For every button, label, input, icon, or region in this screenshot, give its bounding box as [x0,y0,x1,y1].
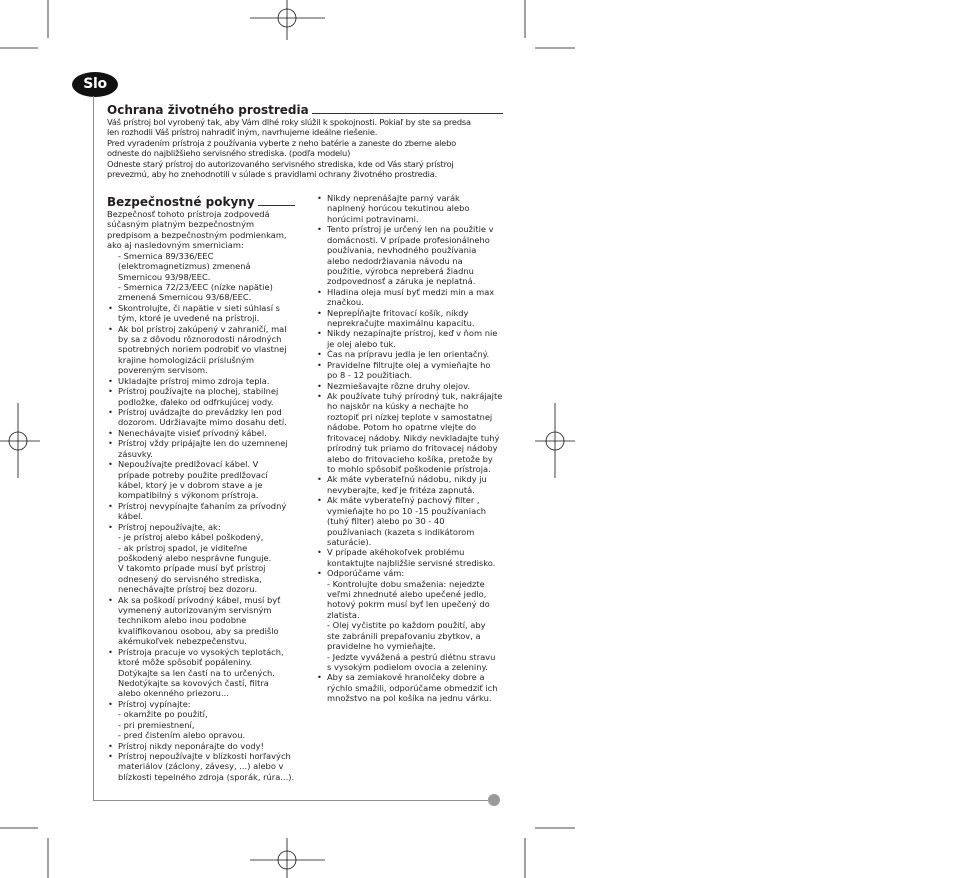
text-line: Prístroj vypínajte: [118,698,191,709]
text-line: Ak sa poškodí prívodný kábel, musí byť [118,594,281,605]
bullet-item [316,328,508,349]
text-line: Neprepĺňajte fritovací košík, nikdy [327,307,469,318]
text-line: akémukoľvek nebezpečenstvu. [118,636,247,647]
text-line: Prístroja pracuje vo vysokých teplotách, [118,646,284,657]
bullet-symbol: • [317,391,322,402]
text-line: V takomto prípade musí byť prístroj [118,563,266,574]
bullet-symbol: • [108,386,113,397]
registration-mark-left [0,403,40,478]
text-line: ktoré môže spôsobiť popáleniny. [118,657,253,668]
text-line: Ak bol prístroj zakúpený v zahraničí, mal [118,323,287,334]
text-line: len rozhodli Váš prístroj nahradiť iným, navrhujeme ideálne riešenie. [107,127,378,138]
text-line: súčasným platným bezpečnostným [107,219,255,230]
text-line: alebo nedodržiavania návodu na [327,255,463,266]
safety-heading [107,195,295,209]
text-line: povereným servisom. [118,365,208,376]
text-line: predpisom a bezpečnostným podmienkam, [107,229,287,240]
bullet-symbol: • [108,302,113,313]
text-line: Prístroj nepoužívajte, ak: [118,521,221,532]
text-line: Prístroj nevypínajte ťahaním za prívodný [118,500,287,511]
bullet-item [107,595,299,647]
registration-circle [278,9,296,27]
text-line: Ak máte vyberateľný pachový filter , [327,495,480,506]
text-line: kvalifikovanou osobou, aby sa predišlo [118,625,279,636]
bullet-symbol: • [108,427,113,438]
text-line: odnesený do servisného strediska, [118,573,262,584]
text-line: - Jedzte vyvážená a pestrú diétnu stravu [327,651,496,662]
bullet-item [107,699,299,741]
language-badge: Slo [72,72,118,97]
bullet-item [107,438,299,459]
text-line: alebo do fritovacieho košíka, pretože by [327,453,493,464]
text-line: Skontrolujte, či napätie v sieti súhlasí s [118,302,280,313]
text-line: Odneste starý prístroj do autorizovaného servisného strediska, kde od Vás starý prístroj [107,158,454,169]
text-line: - Smernica 72/23/EEC (nízke napätie) [118,281,273,292]
text-line: zodpovednosť a záruka je neplatná. [327,276,476,287]
text-line: je olej alebo tuk. [327,338,396,349]
text-line: domácnosti. V prípade profesionálneho [327,234,490,245]
text-line: prírodný tuk priamo do fritovacej nádoby [327,443,498,454]
bullet-symbol: • [108,594,113,605]
text-line: Nepoužívajte predlžovací kábel. V [118,459,259,470]
bullet-item [316,224,508,287]
bullet-item [107,428,299,438]
text-line: Prístroj uvádzajte do prevádzky len pod [118,407,282,418]
text-line: technikom alebo inou podobne [118,615,247,626]
text-line: roztopiť pri nízkej teplote v samostatnej [327,411,493,422]
text-line: (tuhý filter) alebo po 30 - 40 [327,516,445,527]
text-line: V prípade akéhokoľvek problému [327,547,465,558]
bullet-item [316,547,508,568]
bullet-item [316,308,508,329]
text-line: Prístroj používajte na plochej, stabilnej [118,386,279,397]
bullet-symbol: • [108,740,113,751]
registration-circle [9,432,27,450]
bullet-symbol: • [108,407,113,418]
text-line: Ak používate tuhý prírodný tuk, nakrájajte [327,391,503,402]
crop-mark-top-left [0,0,48,48]
text-line: spotrebných noriem podrobiť vo vlastnej [118,344,287,355]
text-line: Smernicou 93/98/EEC. [118,271,211,282]
environment-title: Ochrana životného prostredia [107,103,309,117]
text-line: prevezmú, aby ho znehodnotili v súlade s pravidlami ochrany životného prostredia. [107,169,438,180]
text-line: veľmi zhnednuté alebo upečené jedlo, [327,589,487,600]
text-line: Ukladajte prístroj mimo zdroja tepla. [118,375,270,386]
bullet-item [107,407,299,428]
bullet-item [107,751,299,782]
text-line: by sa z dôvodu rôznorodosti národných [118,334,282,345]
bullet-item [316,287,508,308]
text-line: kábel. [118,511,144,522]
bullet-item [107,501,299,522]
bullet-symbol: • [108,646,113,657]
text-line: prípade potreby použite predlžovací [118,469,268,480]
registration-mark-right [535,403,575,478]
text-line: materiálov (záclony, závesy, ...) alebo v [118,761,284,772]
text-line: ste zabránili prepaľovaniu zbytkov, a [327,630,481,641]
text-line: Prístroj nepoužívajte v blízkosti horľavých [118,750,291,761]
safety-column-left [107,209,299,782]
text-line: blízkosti tepelného zdroja (sporák, rúra...). [118,771,295,782]
text-line: množstvo na pol košíka na jednu várku. [327,693,492,704]
text-line: nevyberajte, keď je fritéza zapnutá. [327,484,475,495]
margin-rule-bottom [93,800,488,801]
bullet-symbol: • [317,474,322,485]
text-line: odneste do najbližšieho servisného strediska. (podľa modelu) [107,148,351,159]
text-line: dozorom. Udržiavajte mimo dosahu detí. [118,417,287,428]
text-line: zásuvky. [118,448,153,459]
text-line: Nedotýkajte sa kovových častí, filtra [118,677,269,688]
bullet-symbol: • [317,193,322,203]
bullet-item [316,381,508,391]
text-line: horúcimi potravinami. [327,213,419,224]
bullet-symbol: • [317,380,322,391]
text-line: rýchlo smažili, odporúčame obmedziť ich [327,682,498,693]
text-line: - pri premiestnení, [118,719,195,730]
text-line: Prístroj nikdy neponárajte do vody! [118,740,264,751]
text-line: Pravidelne filtrujte olej a vymieňajte ho [327,359,491,370]
text-line: to mohlo spôsobiť poškodenie prístroja. [327,463,491,474]
text-line: Nikdy nezapínajte prístroj, keď v ňom nie [327,328,498,339]
bullet-symbol: • [108,375,113,386]
safety-title: Bezpečnostné pokyny [107,195,255,209]
bullet-symbol: • [317,286,322,297]
bullet-symbol: • [317,328,322,339]
text-line: zmenená Smernicou 93/68/EEC. [118,292,252,303]
text-line: Tento prístroj je určený len na použitie v [327,224,494,235]
text-line: krajine homologizácii príslušným [118,354,255,365]
registration-mark-top [250,0,325,40]
text-line: po 8 - 12 použitiach. [327,370,413,381]
text-line: Odporúčame vám: [327,568,405,579]
text-line: Nenechávajte visieť prívodný kábel. [118,427,267,438]
text-line: kompatibilný s výkonom prístroja. [118,490,259,501]
text-line: Nezmiešavajte rôzne druhy olejov. [327,380,471,391]
safety-intro [107,209,299,303]
text-line: - je prístroj alebo kábel poškodený, [118,532,264,543]
bullet-symbol: • [317,495,322,506]
bullet-item [107,324,299,376]
text-line: značkou. [327,297,364,308]
text-line: kábel, ktorý je v dobrom stave a je [118,479,263,490]
bullet-item [316,474,508,495]
bullet-symbol: • [108,438,113,449]
text-line: vymieňajte ho po 10 -15 používaniach [327,505,487,516]
margin-rule-vertical [93,96,94,800]
crop-mark-bottom-right [525,828,575,878]
text-line: - Kontrolujte dobu smaženia: nejedzte [327,578,485,589]
text-line: Aby sa zemiakové hranolčeky dobre a [327,672,485,683]
bullet-item [316,193,508,224]
text-line: používania, nevhodného používania [327,245,477,256]
crop-mark-bottom-left [0,828,48,878]
bullet-symbol: • [108,323,113,334]
heading-underline [258,205,295,206]
crop-mark-top-right [525,0,575,48]
text-line: použitie, výrobca nepreberá žiadnu [327,265,474,276]
bullet-symbol: • [317,224,322,235]
bullet-symbol: • [317,547,322,558]
text-line: nenechávajte prístroj bez dozoru. [118,584,258,595]
bullet-item [107,386,299,407]
registration-mark-bottom [250,838,325,878]
text-line: saturácie). [327,536,372,547]
text-line: zlatista. [327,609,360,620]
text-line: Čas na prípravu jedla je len orientačný. [327,349,490,360]
text-line: Dotýkajte sa len častí na to určených. [118,667,275,678]
text-line: - pred čistením alebo opravou. [118,730,246,741]
text-line: poškodený alebo nesprávne funguje. [118,552,272,563]
bullet-item [316,391,508,474]
text-line: kontaktujte najbližšie servisné stredisko. [327,557,496,568]
registration-circle [278,851,296,869]
bullet-item [107,376,299,386]
bullet-item [316,672,508,703]
text-line: - Olej vyčistite po každom použití, aby [327,620,486,631]
bullet-item [316,360,508,381]
text-line: - okamžite po použití, [118,709,208,720]
bullet-symbol: • [317,568,322,579]
registration-circle [546,432,564,450]
text-line: Nikdy neprenášajte parný varák [327,193,460,203]
text-line: používaniach (kazeta s indikátorom [327,526,475,537]
text-line: Ak máte vyberateľnú nádobu, nikdy ju [327,474,487,485]
text-line: nádobe. Potom ho opatrne vlejte do [327,422,477,433]
text-line: Bezpečnosť tohoto prístroja zodpovedá [107,209,270,219]
text-line: alebo okenného priezoru... [118,688,229,699]
text-line: pravidelne ho vymieňajte. [327,641,436,652]
bullet-item [316,568,508,672]
bullet-item [107,522,299,595]
text-line: tým, ktoré je uvedené na prístroji. [118,313,260,324]
safety-column-right [316,193,508,704]
bullet-symbol: • [108,521,113,532]
bullet-symbol: • [317,359,322,370]
bullet-item [107,647,299,699]
bullet-symbol: • [108,459,113,470]
text-line: fritovacej nádoby. Nikdy nevkladajte tuhý [327,432,500,443]
bullet-symbol: • [317,349,322,360]
bullet-symbol: • [108,500,113,511]
bullet-item [107,303,299,324]
text-line: naplnený horúcou tekutinou alebo [327,203,470,214]
environment-paragraph [107,117,507,180]
text-line: hotový pokrm musí byť len upečený do [327,599,490,610]
bullet-symbol: • [108,750,113,761]
page-marker-dot [488,794,500,806]
bullet-item [107,741,299,751]
bullet-item [316,495,508,547]
text-line: - ak prístroj spadol, je viditeľne [118,542,248,553]
text-line: Prístroj vždy pripájajte len do uzemnenej [118,438,288,449]
text-line: (elektromagnetizmus) zmenená [118,261,251,272]
bullet-symbol: • [317,672,322,683]
text-line: neprekračujte maximálnu kapacitu. [327,318,475,329]
text-line: - Smernica 89/336/EEC [118,250,214,261]
bullet-item [107,459,299,501]
bullet-symbol: • [317,307,322,318]
environment-heading [107,103,503,117]
bullet-symbol: • [108,698,113,709]
text-line: Váš prístroj bol vyrobený tak, aby Vám dlhé roky slúžil k spokojnosti. Pokiaľ by ste sa predsa [107,117,471,127]
text-line: Hladina oleja musí byť medzi min a max [327,286,495,297]
heading-underline [312,113,503,114]
text-line: podložke, ďaleko od odfrkujúcej vody. [118,396,274,407]
text-line: s vysokým podielom ovocia a zeleniny. [327,661,488,672]
text-line: ho najskôr na kúsky a nechajte ho [327,401,469,412]
text-line: Pred vyradením prístroja z používania vyberte z neho batérie a zaneste do zberne alebo [107,137,457,148]
bullet-item [316,349,508,359]
text-line: vymenený autorizovaným servisným [118,605,272,616]
text-line: ako aj nasledovným smerniciam: [107,240,244,251]
